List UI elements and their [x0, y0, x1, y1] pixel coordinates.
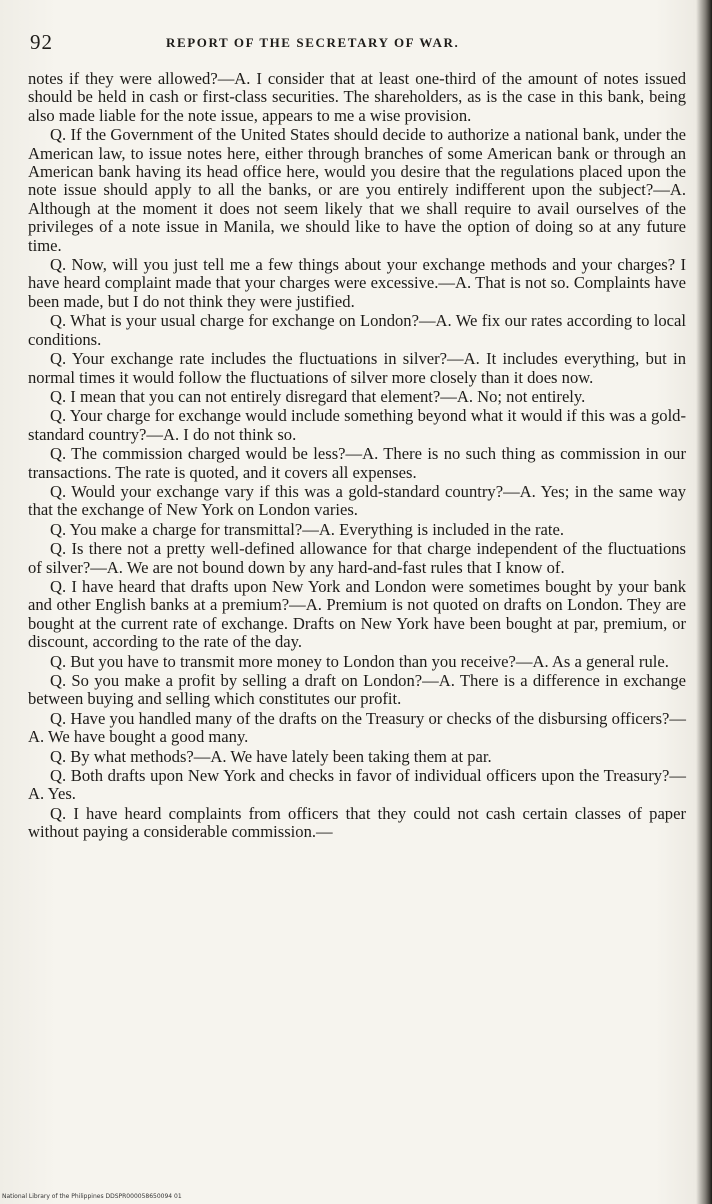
paragraph: Q. By what methods?—A. We have lately been taking them at par. [50, 746, 492, 766]
paragraph: Q. Now, will you just tell me a few things about your exchange methods and your charges? I have heard complaint made that your charges were excessive.—A. That is not so. Complaints have been made, but I do not think they were justified. [28, 255, 686, 311]
paragraph: Q. If the Government of the United States should decide to authorize a national bank, under the American law, to issue notes here, either through branches of some American bank or through an American bank having its head office here, would you desire that the regulations placed upon the note issue should apply to all the banks, or are you entirely indifferent upon the subject?—A. Although at the moment it does not seem likely that we shall require to avail ourselves of the privileges of a note issue in Manila, we should like to have the option of doing so at any future time. [28, 125, 686, 255]
scan-credit: National Library of the Philippines DDSPR000058650094 01 [2, 1193, 182, 1200]
paragraph: Q. You make a charge for transmittal?—A. Everything is included in the rate. [50, 519, 564, 539]
paragraph: Q. What is your usual charge for exchange on London?—A. We fix our rates according to local conditions. [28, 311, 686, 349]
paragraph: Q. I mean that you can not entirely disregard that element?—A. No; not entirely. [50, 386, 586, 406]
running-head: REPORT OF THE SECRETARY OF WAR. [166, 35, 460, 50]
paragraph: Q. The commission charged would be less?—A. There is no such thing as commission in our transactions. The rate is quoted, and it covers all expenses. [28, 444, 686, 482]
paragraph: Q. So you make a profit by selling a draft on London?—A. There is a difference in exchange between buying and selling which constitutes our profit. [28, 671, 686, 709]
paragraph: Q. But you have to transmit more money to London than you receive?—A. As a general rule. [50, 651, 669, 671]
paragraph: Q. Would your exchange vary if this was a gold-standard country?—A. Yes; in the same way that the exchange of New York on London varies. [28, 481, 686, 520]
paragraph: Q. Is there not a pretty well-defined allowance for that charge independent of the fluctuations of silver?—A. We are not bound down by any hard-and-fast rules that I know of. [28, 539, 686, 577]
paragraph: Q. Your charge for exchange would include something beyond what it would if this was a gold-standard country?—A. I do not think so. [28, 406, 686, 444]
paragraph: Q. Have you handled many of the drafts on the Treasury or checks of the disbursing officers?—A. We have bought a good many. [28, 708, 686, 747]
paragraph: notes if they were allowed?—A. I consider that at least one-third of the amount of notes issued should be held in cash or first-class securities. The shareholders, as is the case in this bank, being also made liable for the note issue, appears to me a wise provision. [28, 69, 686, 125]
body-text [28, 70, 686, 842]
paragraph: Q. I have heard complaints from officers that they could not cash certain classes of paper without paying a considerable commission.— [28, 803, 686, 842]
page-header [28, 30, 678, 58]
paragraph: Q. Your exchange rate includes the fluctuations in silver?—A. It includes everything, but in normal times it would follow the fluctuations of silver more closely than it does now. [28, 349, 686, 387]
paragraph: Q. I have heard that drafts upon New York and London were sometimes bought by your bank and other English banks at a premium?—A. Premium is not quoted on drafts on London. They are bought at the current rate of exchange. Drafts on New York have been bought at par, premium, or discount, according to the rate of the day. [28, 576, 686, 652]
page-edge-shadow [696, 0, 712, 1204]
page-number: 92 [30, 30, 53, 54]
paragraph: Q. Both drafts upon New York and checks in favor of individual officers upon the Treasury?—A. Yes. [28, 766, 686, 804]
